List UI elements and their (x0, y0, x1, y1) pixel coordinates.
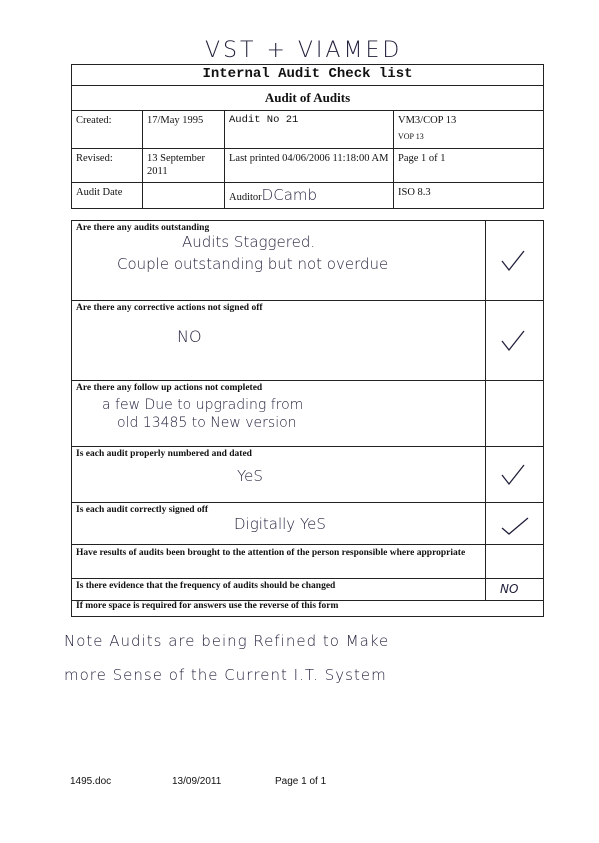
question-row (71, 544, 544, 579)
answer-line-1: Digitally YeS (234, 515, 326, 533)
question-row (71, 578, 544, 601)
handwritten-note-line-2: more Sense of the Current I.T. System (64, 666, 387, 684)
tick-icon (500, 329, 526, 353)
form-subtitle: Audit of Audits (72, 85, 544, 110)
check-cell (485, 579, 543, 600)
auditor-label: Auditor (229, 191, 262, 203)
footer-page: Page 1 of 1 (275, 776, 327, 787)
question-row (71, 220, 544, 301)
auditor-signature: DCamb (261, 185, 318, 204)
footer-note: If more space is required for answers use the reverse of this form (76, 601, 339, 611)
answer-line-1: a few Due to upgrading from (102, 397, 304, 413)
iso-reference: ISO 8.3 (394, 182, 544, 208)
handwritten-title: VST + VIAMED (205, 38, 403, 63)
footer-date: 13/09/2011 (172, 776, 222, 787)
created-label: Created: (72, 110, 143, 148)
handwritten-note-line-1: Note Audits are being Refined to Make (64, 632, 390, 650)
check-cell (485, 545, 543, 578)
answer-line-1: NO (177, 327, 202, 346)
tick-icon (500, 463, 526, 487)
question-text: Is each audit properly numbered and dated (76, 449, 252, 459)
revised-value: 13 September 2011 (143, 148, 225, 182)
answer-line-1: Audits Staggered. (182, 233, 316, 251)
tick-icon (500, 249, 526, 273)
question-text: Have results of audits been brought to the attention of the person responsible where appropriate (76, 548, 466, 558)
footer-note-row (71, 600, 544, 617)
question-text: Are there any corrective actions not signed off (76, 303, 263, 313)
audit-date-value (143, 182, 225, 208)
answer-line-2: Couple outstanding but not overdue (117, 255, 389, 273)
check-cell (485, 381, 543, 446)
auditor-cell (225, 182, 394, 208)
question-text: Are there any audits outstanding (76, 223, 210, 233)
question-row (71, 300, 544, 381)
answer-line-2: old 13485 to New version (117, 415, 297, 431)
question-text: Are there any follow up actions not completed (76, 383, 263, 393)
created-value: 17/May 1995 (143, 110, 225, 148)
tick-icon (500, 512, 530, 536)
form-title: Internal Audit Check list (72, 65, 544, 86)
question-row (71, 502, 544, 545)
question-text: Is there evidence that the frequency of audits should be changed (76, 581, 336, 591)
question-text: Is each audit correctly signed off (76, 505, 209, 515)
footer-filename: 1495.doc (70, 776, 112, 787)
check-cell (485, 221, 543, 300)
question-row (71, 380, 544, 447)
reference-main: VM3/COP 13 (398, 114, 457, 126)
answer-line-1: YeS (237, 467, 263, 485)
revised-label: Revised: (72, 148, 143, 182)
check-cell (485, 503, 543, 544)
reference-sub: VOP 13 (398, 131, 424, 141)
last-printed: Last printed 04/06/2006 11:18:00 AM (225, 148, 394, 182)
check-cell (485, 447, 543, 502)
header-table (71, 64, 544, 209)
check-cell (485, 301, 543, 380)
question-row (71, 446, 544, 503)
reference-cell (394, 110, 544, 148)
audit-number: Audit No 21 (225, 110, 394, 148)
audit-date-label: Audit Date (72, 182, 143, 208)
page-number: Page 1 of 1 (394, 148, 544, 182)
answer-mark: NO (500, 582, 519, 596)
